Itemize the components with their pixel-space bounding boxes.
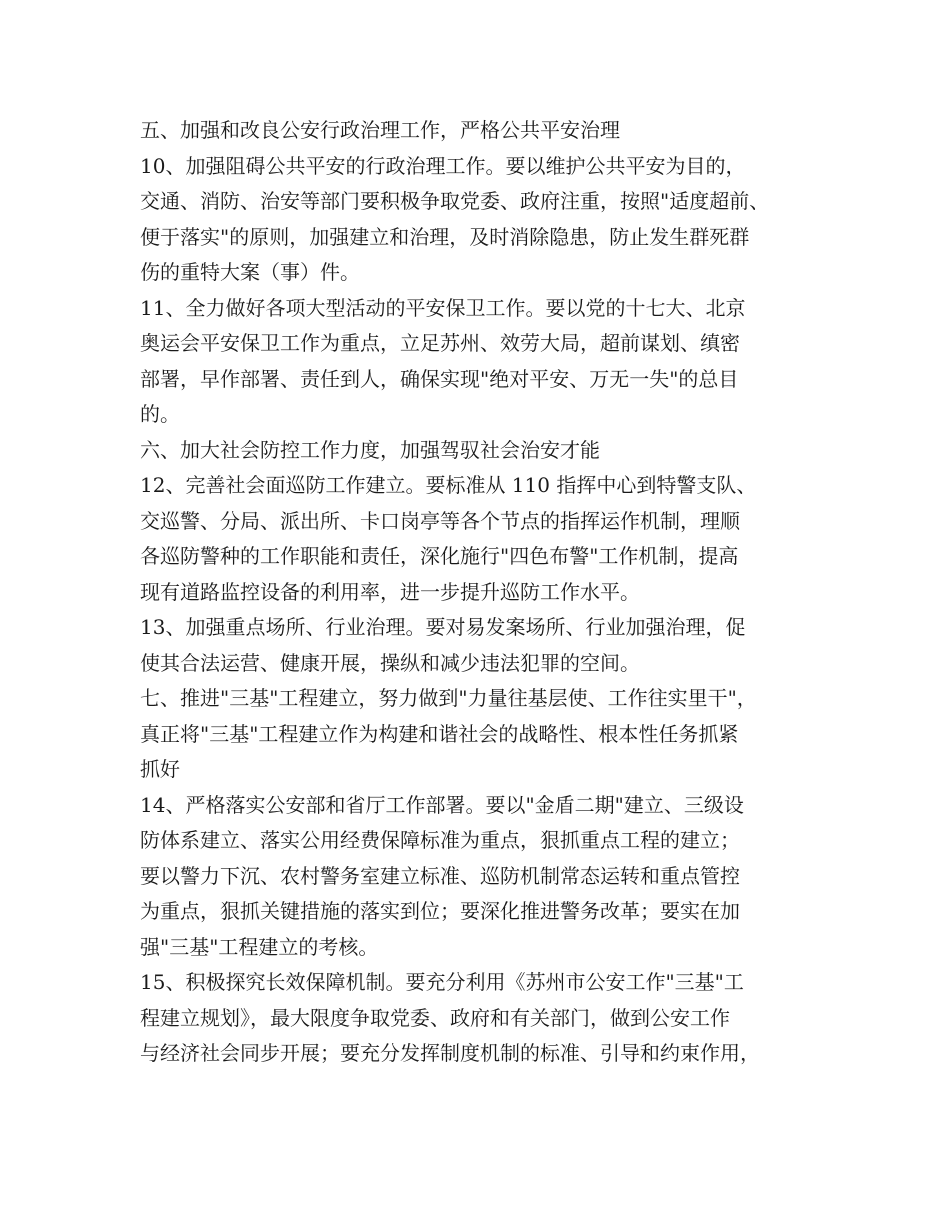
paragraph-line: 防体系建立、落实公用经费保障标准为重点，狠抓重点工程的建立；: [140, 828, 740, 852]
paragraph-line: 伤的重特大案（事）件。: [140, 260, 360, 284]
paragraph-line: 程建立规划》，最大限度争取党委、政府和有关部门，做到公安工作: [140, 1005, 730, 1030]
paragraph-line: 交通、消防、治安等部门要积极争取党委、政府注重，按照"适度超前、: [140, 189, 770, 213]
paragraph-line: 要以警力下沉、农村警务室建立标准、巡防机制常态运转和重点管控: [140, 863, 740, 888]
paragraph-line: 15、积极探究长效保障机制。要充分利用《苏州市公安工作"三基"工: [140, 970, 744, 994]
paragraph-line: 12、完善社会面巡防工作建立。要标准从 110 指挥中心到特警支队、: [140, 473, 757, 497]
paragraph-line: 使其合法运营、健康开展，操纵和减少违法犯罪的空间。: [140, 650, 640, 675]
paragraph-line: 便于落实"的原则，加强建立和治理，及时消除隐患，防止发生群死群: [140, 224, 750, 249]
paragraph-line: 10、加强阻碍公共平安的行政治理工作。要以维护公共平安为目的，: [140, 153, 746, 178]
paragraph-line: 部署，早作部署、责任到人，确保实现"绝对平安、万无一失"的总目: [140, 366, 739, 391]
paragraph-line: 交巡警、分局、派出所、卡口岗亭等各个节点的指挥运作机制，理顺: [140, 508, 740, 533]
paragraph-line: 现有道路监控设备的利用率，进一步提升巡防工作水平。: [140, 579, 640, 604]
paragraph-line: 各巡防警种的工作职能和责任，深化施行"四色布警"工作机制，提高: [140, 544, 739, 568]
paragraph-line: 为重点，狠抓关键措施的落实到位；要深化推进警务改革；要实在加: [140, 899, 740, 923]
section-heading-7-cont: 真正将"三基"工程建立作为构建和谐社会的战略性、根本性任务抓紧: [140, 721, 739, 746]
paragraph-line: 与经济社会同步开展；要充分发挥制度机制的标准、引导和约束作用，: [140, 1041, 760, 1065]
document-body: [140, 113, 830, 1072]
paragraph-line: 的。: [140, 402, 180, 426]
paragraph-line: 强"三基"工程建立的考核。: [140, 934, 379, 959]
section-heading-7: 七、推进"三基"工程建立，努力做到"力量往基层使、工作往实里干"，: [140, 686, 757, 710]
section-heading-6: 六、加大社会防控工作力度，加强驾驭社会治安才能: [140, 437, 600, 462]
paragraph-line: 14、严格落实公安部和省厅工作部署。要以"金盾二期"建立、三级设: [140, 792, 744, 817]
section-heading-7-cont: 抓好: [140, 757, 180, 781]
paragraph-line: 11、全力做好各项大型活动的平安保卫工作。要以党的十七大、北京: [140, 295, 746, 320]
section-heading-5: 五、加强和改良公安行政治理工作，严格公共平安治理: [140, 118, 620, 142]
paragraph-line: 13、加强重点场所、行业治理。要对易发案场所、行业加强治理，促: [140, 615, 746, 639]
paragraph-line: 奥运会平安保卫工作为重点，立足苏州、效劳大局，超前谋划、缜密: [140, 331, 740, 355]
